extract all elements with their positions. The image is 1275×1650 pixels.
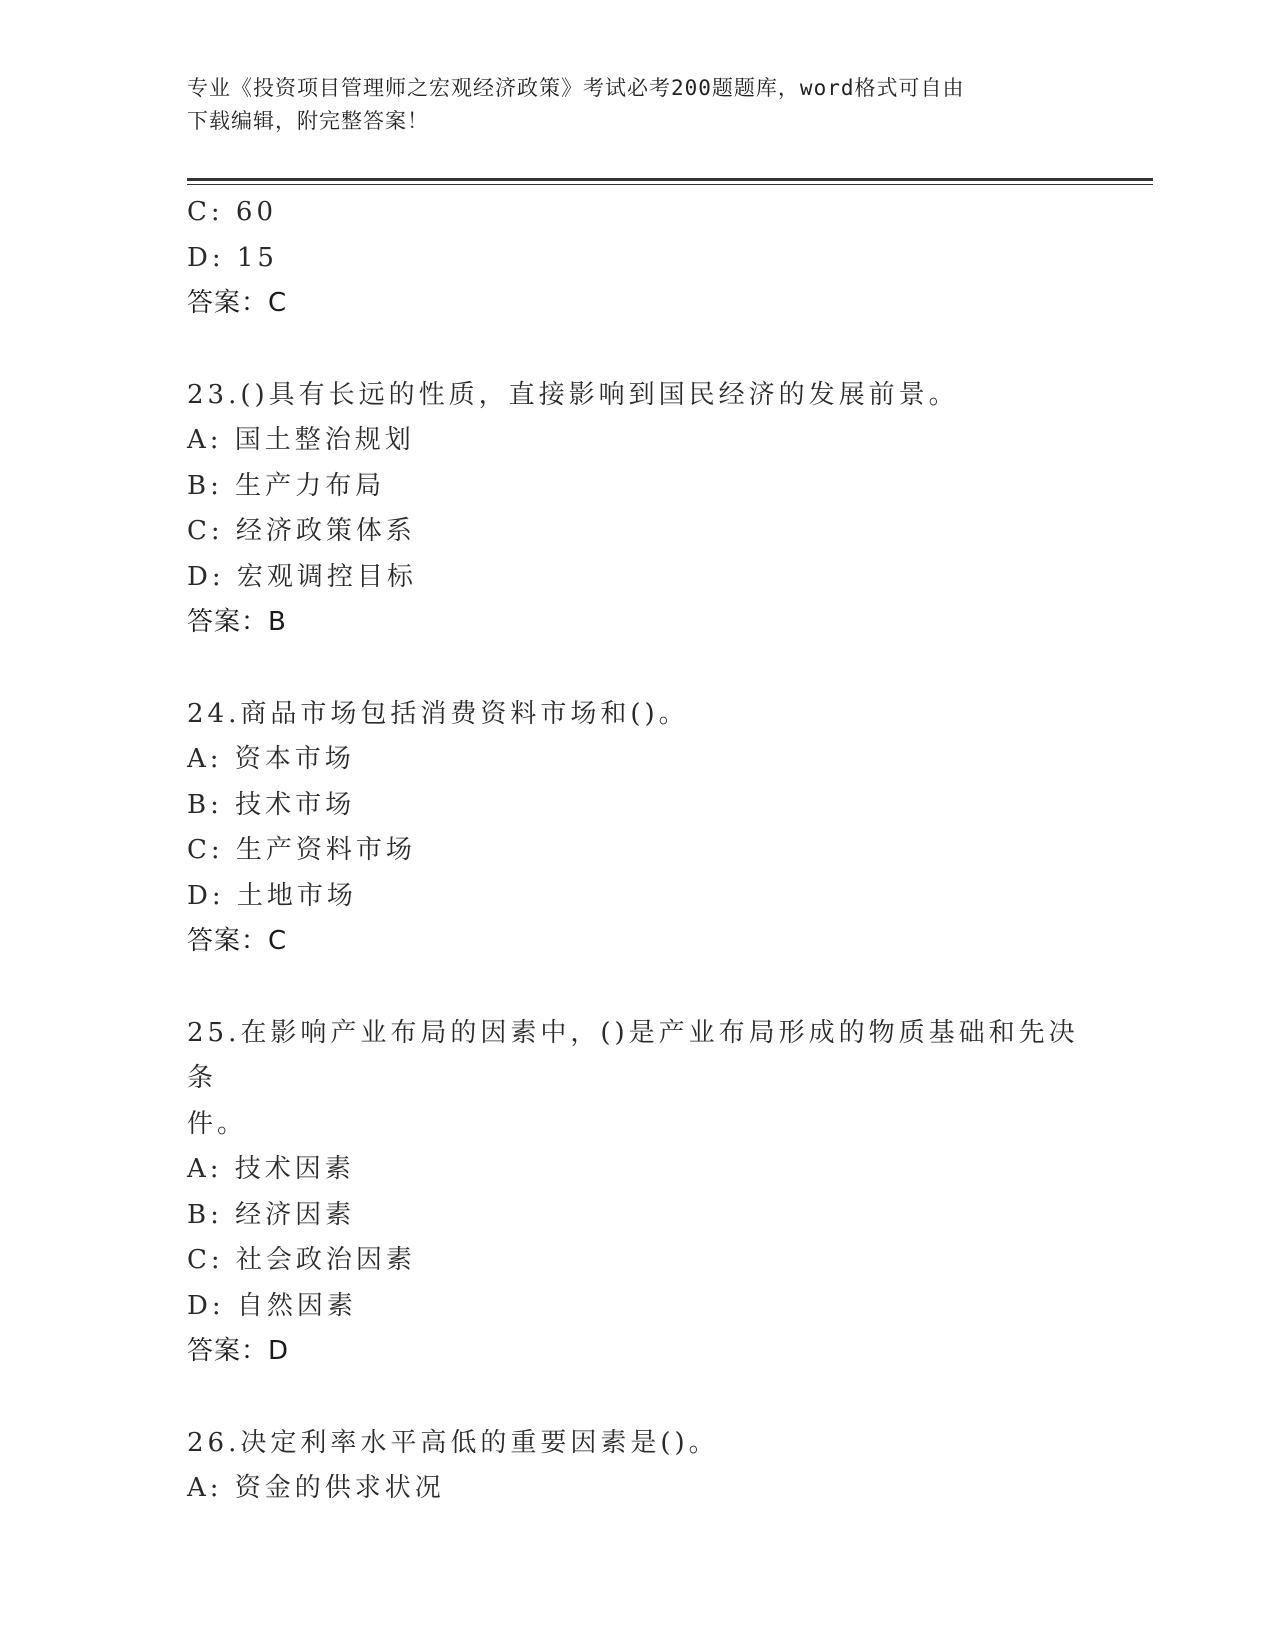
option-c: C: 经济政策体系 (187, 516, 416, 546)
answer-line: 答案：C (187, 288, 288, 318)
header-divider-thick (187, 178, 1153, 181)
document-body (187, 190, 1087, 1512)
option-a: A: 资金的供求状况 (187, 1473, 445, 1503)
option-d: D: 宏观调控目标 (187, 561, 417, 592)
answer-line: 答案：C (187, 926, 288, 956)
answer-line: 答案：B (187, 607, 287, 637)
option-a: A: 资本市场 (187, 744, 355, 774)
header-line-2: 下载编辑，附完整答案！ (187, 109, 429, 133)
question-text: 23.()具有长远的性质，直接影响到国民经济的发展前景。 (187, 379, 959, 410)
spacer (187, 965, 1087, 1011)
option-a: A: 国土整治规划 (187, 425, 415, 455)
question-23 (187, 373, 1087, 646)
option-d: D: 土地市场 (187, 880, 357, 911)
option-c: C: 生产资料市场 (187, 835, 416, 865)
option-c: C: 社会政治因素 (187, 1245, 416, 1275)
document-header (187, 72, 1067, 138)
question-text: 25.在影响产业布局的因素中，()是产业布局形成的物质基础和先决条 (187, 1017, 1079, 1093)
question-22-tail (187, 190, 1087, 327)
question-25 (187, 1011, 1087, 1375)
spacer (187, 646, 1087, 692)
question-text-continued: 件。 (187, 1108, 248, 1139)
option-b: B: 经济因素 (187, 1199, 356, 1230)
option-c: C: 60 (187, 197, 278, 227)
option-a: A: 技术因素 (187, 1154, 355, 1184)
question-26 (187, 1421, 1087, 1512)
question-text: 24.商品市场包括消费资料市场和()。 (187, 698, 689, 729)
header-divider-thin (187, 184, 1153, 185)
option-d: D: 15 (187, 242, 278, 273)
header-line-1: 专业《投资项目管理师之宏观经济政策》考试必考200题题库，word格式可自由 (187, 76, 965, 100)
question-24 (187, 692, 1087, 965)
option-d: D: 自然因素 (187, 1290, 357, 1321)
answer-line: 答案：D (187, 1336, 290, 1366)
option-b: B: 技术市场 (187, 789, 356, 820)
spacer (187, 1375, 1087, 1421)
option-b: B: 生产力布局 (187, 470, 386, 501)
spacer (187, 327, 1087, 373)
question-text: 26.决定利率水平高低的重要因素是()。 (187, 1427, 719, 1458)
